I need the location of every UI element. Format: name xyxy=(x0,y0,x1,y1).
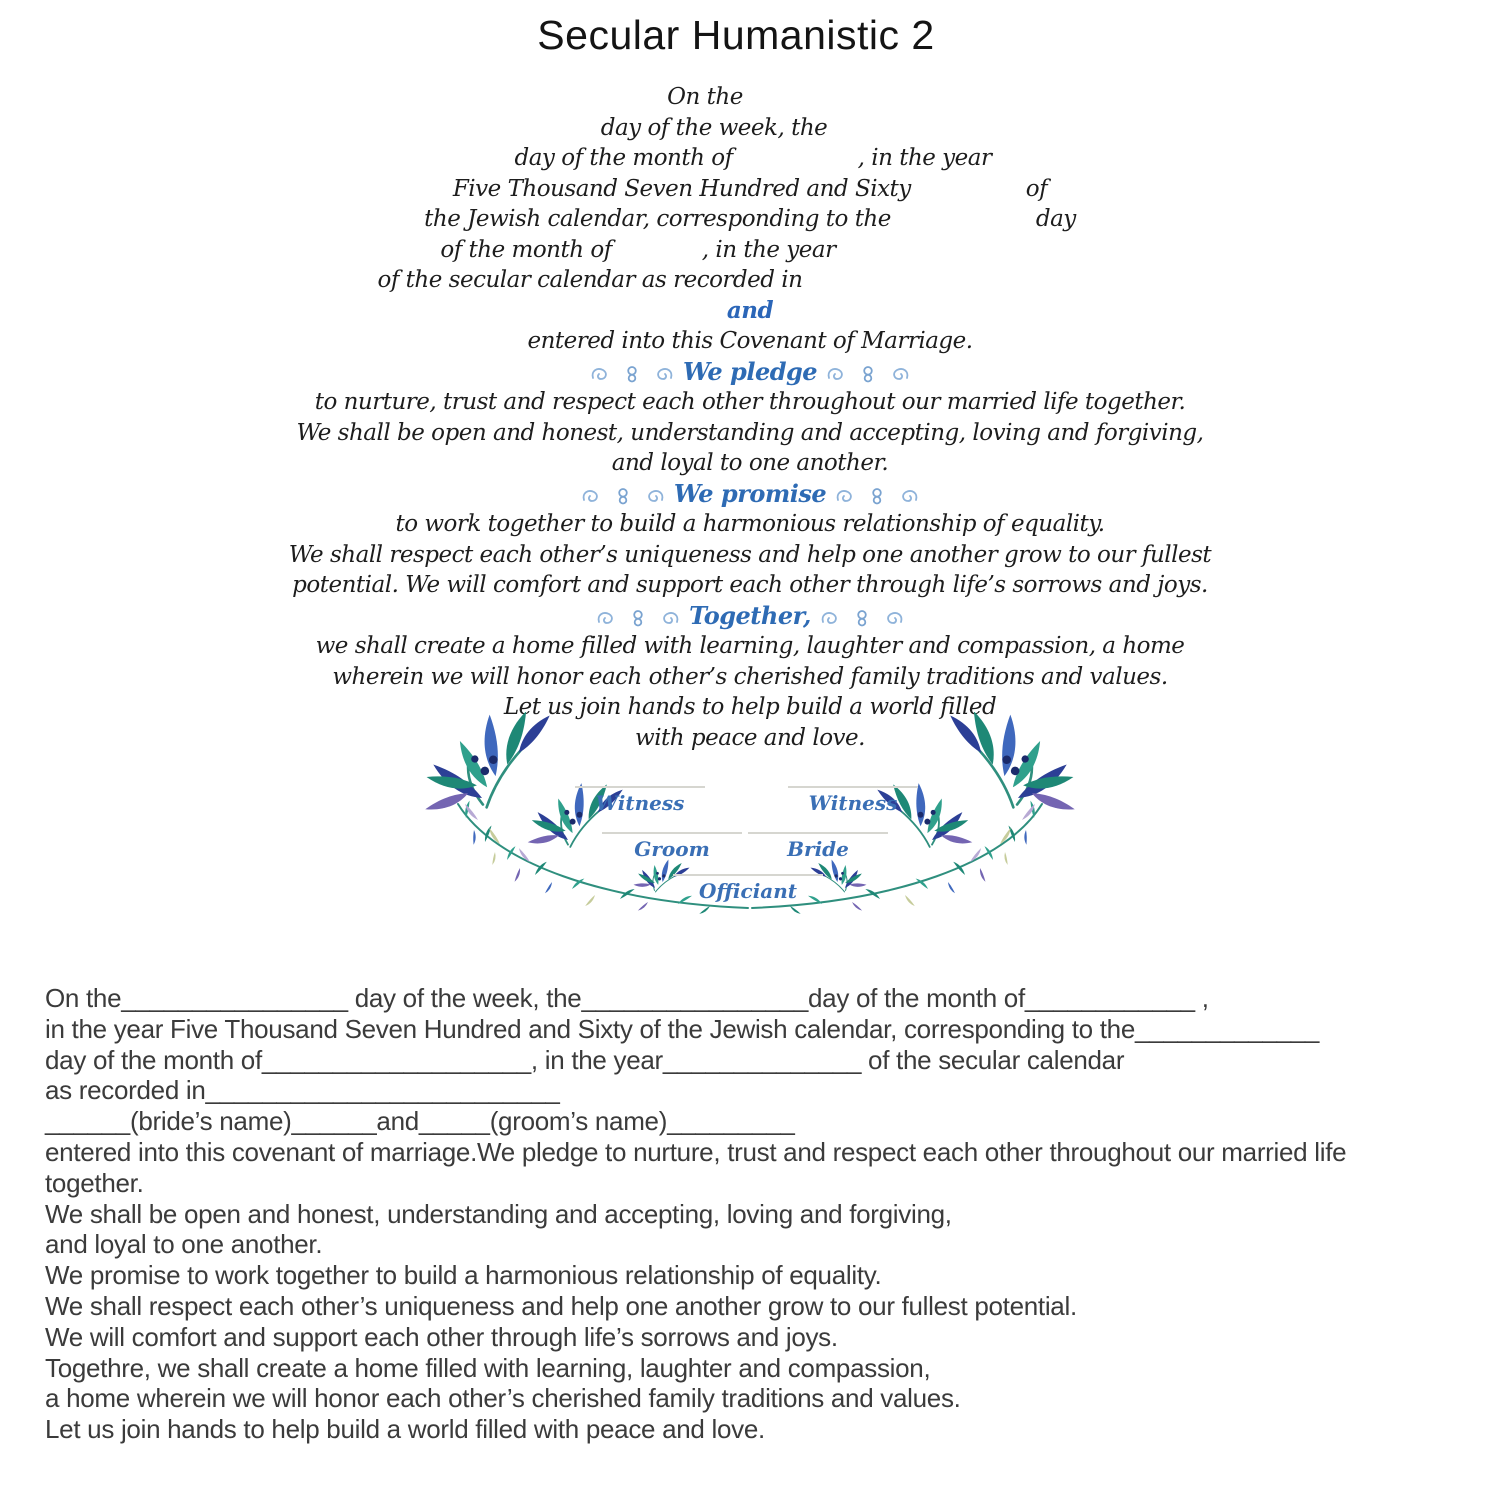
plain-text-line: ______(bride’s name)______and_____(groom’s name)_________ xyxy=(45,1106,795,1137)
ketubah-text xyxy=(0,82,1500,753)
ketubah-text-segment: of the month of xyxy=(440,236,612,263)
swirl-flourish-icon xyxy=(819,608,905,628)
signature-witness-left xyxy=(575,786,705,815)
signature-groom xyxy=(602,832,742,861)
ketubah-line xyxy=(0,601,1500,632)
ketubah-line xyxy=(0,479,1500,510)
plain-text-line: together. xyxy=(45,1167,144,1198)
plain-text-line: a home wherein we will honor each other’s cherished family traditions and values. xyxy=(45,1383,961,1414)
signature-line xyxy=(788,786,918,788)
plain-text-line: entered into this covenant of marriage.We pledge to nurture, trust and respect each other throughout our married life xyxy=(45,1136,1347,1167)
ketubah-line: with peace and love. xyxy=(635,724,865,751)
signature-witness-right xyxy=(788,786,918,815)
signature-label: Bride xyxy=(787,837,849,861)
swirl-flourish-icon xyxy=(825,364,911,384)
ketubah-line: We shall respect each other’s uniqueness and help one another grow to our fullest xyxy=(288,541,1212,568)
signature-officiant xyxy=(673,874,823,903)
page-title: Secular Humanistic 2 xyxy=(537,12,935,58)
signature-line xyxy=(575,786,705,788)
ketubah-line: to nurture, trust and respect each other throughout our married life together. xyxy=(314,389,1186,415)
plain-text-line: as recorded in_________________________ xyxy=(45,1075,560,1106)
ketubah-line: to work together to build a harmonious relationship of equality. xyxy=(395,511,1105,537)
plain-text-block xyxy=(45,983,1495,1445)
signature-line xyxy=(602,832,742,834)
swirl-flourish-icon xyxy=(580,486,666,506)
ketubah-text-segment: day of the week, the xyxy=(600,114,828,141)
ketubah-heading-text: We pledge xyxy=(682,356,818,386)
ketubah-heading-text: Together, xyxy=(689,600,811,630)
signature-line xyxy=(673,874,823,876)
ketubah-line xyxy=(0,235,1388,266)
ketubah-text-segment: of the secular calendar as recorded in xyxy=(377,267,803,293)
ketubah-heading-text: We promise xyxy=(673,478,827,508)
signature-bride xyxy=(748,832,888,861)
plain-text-line: We promise to work together to build a harmonious relationship of equality. xyxy=(45,1260,882,1291)
signature-line xyxy=(748,832,888,834)
swirl-flourish-icon xyxy=(834,486,920,506)
signature-label: Officiant xyxy=(698,879,798,903)
plain-text-line: We shall respect each other’s uniqueness and help one another grow to our fullest potential. xyxy=(45,1290,1077,1321)
signature-label: Groom xyxy=(634,837,710,861)
ketubah-line: and loyal to one another. xyxy=(611,450,889,476)
plain-text-line: and loyal to one another. xyxy=(45,1229,323,1260)
ketubah-line xyxy=(0,357,1500,388)
plain-text-line: We shall be open and honest, understanding and accepting, loving and forgiving, xyxy=(45,1198,952,1229)
plain-text-line: Togethre, we shall create a home filled with learning, laughter and compassion, xyxy=(45,1352,931,1383)
ketubah-line: and xyxy=(726,296,774,324)
ketubah-line xyxy=(0,82,1455,113)
ketubah-text-segment: the Jewish calendar, corresponding to the xyxy=(424,206,891,232)
ketubah-line xyxy=(3,143,1500,174)
ketubah-line: wherein we will honor each other’s cherished family traditions and values. xyxy=(332,663,1168,690)
ketubah-text-segment: Five Thousand Seven Hundred and Sixty xyxy=(452,175,911,202)
plain-text-line: On the________________ day of the week, the________________day of the month of____________ , xyxy=(45,983,1209,1013)
ketubah-line xyxy=(0,174,1500,205)
plain-text-line: in the year Five Thousand Seven Hundred and Sixty of the Jewish calendar, corresponding to the_____________ xyxy=(45,1013,1320,1044)
plain-text-line: Let us join hands to help build a world filled with peace and love. xyxy=(45,1414,765,1445)
signature-label: Witness xyxy=(595,791,685,815)
plain-text-line: day of the month of___________________, in the year______________ of the secular calendar xyxy=(45,1044,1125,1075)
ketubah-text-segment: of xyxy=(1025,175,1048,202)
ketubah-text-segment: day xyxy=(1035,206,1076,232)
ketubah-text-segment: , in the year xyxy=(857,145,992,171)
swirl-flourish-icon xyxy=(595,608,681,628)
ketubah-text-segment: day of the month of xyxy=(514,145,733,171)
ketubah-line xyxy=(0,113,1464,144)
ketubah-line xyxy=(0,204,1500,235)
signature-label: Witness xyxy=(808,791,898,815)
ketubah-text-segment: , in the year xyxy=(701,236,836,263)
ketubah-text-segment: On the xyxy=(667,84,743,110)
ketubah-line: we shall create a home filled with learning, laughter and compassion, a home xyxy=(315,633,1185,659)
ketubah-line xyxy=(0,265,1340,296)
ketubah-line: entered into this Covenant of Marriage. xyxy=(527,328,973,354)
ketubah-line: We shall be open and honest, understanding and accepting, loving and forgiving, xyxy=(296,419,1204,446)
ketubah-line: potential. We will comfort and support each other through life’s sorrows and joys. xyxy=(292,572,1208,598)
swirl-flourish-icon xyxy=(589,364,675,384)
plain-text-line: We will comfort and support each other through life’s sorrows and joys. xyxy=(45,1321,838,1352)
ketubah-line: Let us join hands to help build a world filled xyxy=(503,694,997,720)
